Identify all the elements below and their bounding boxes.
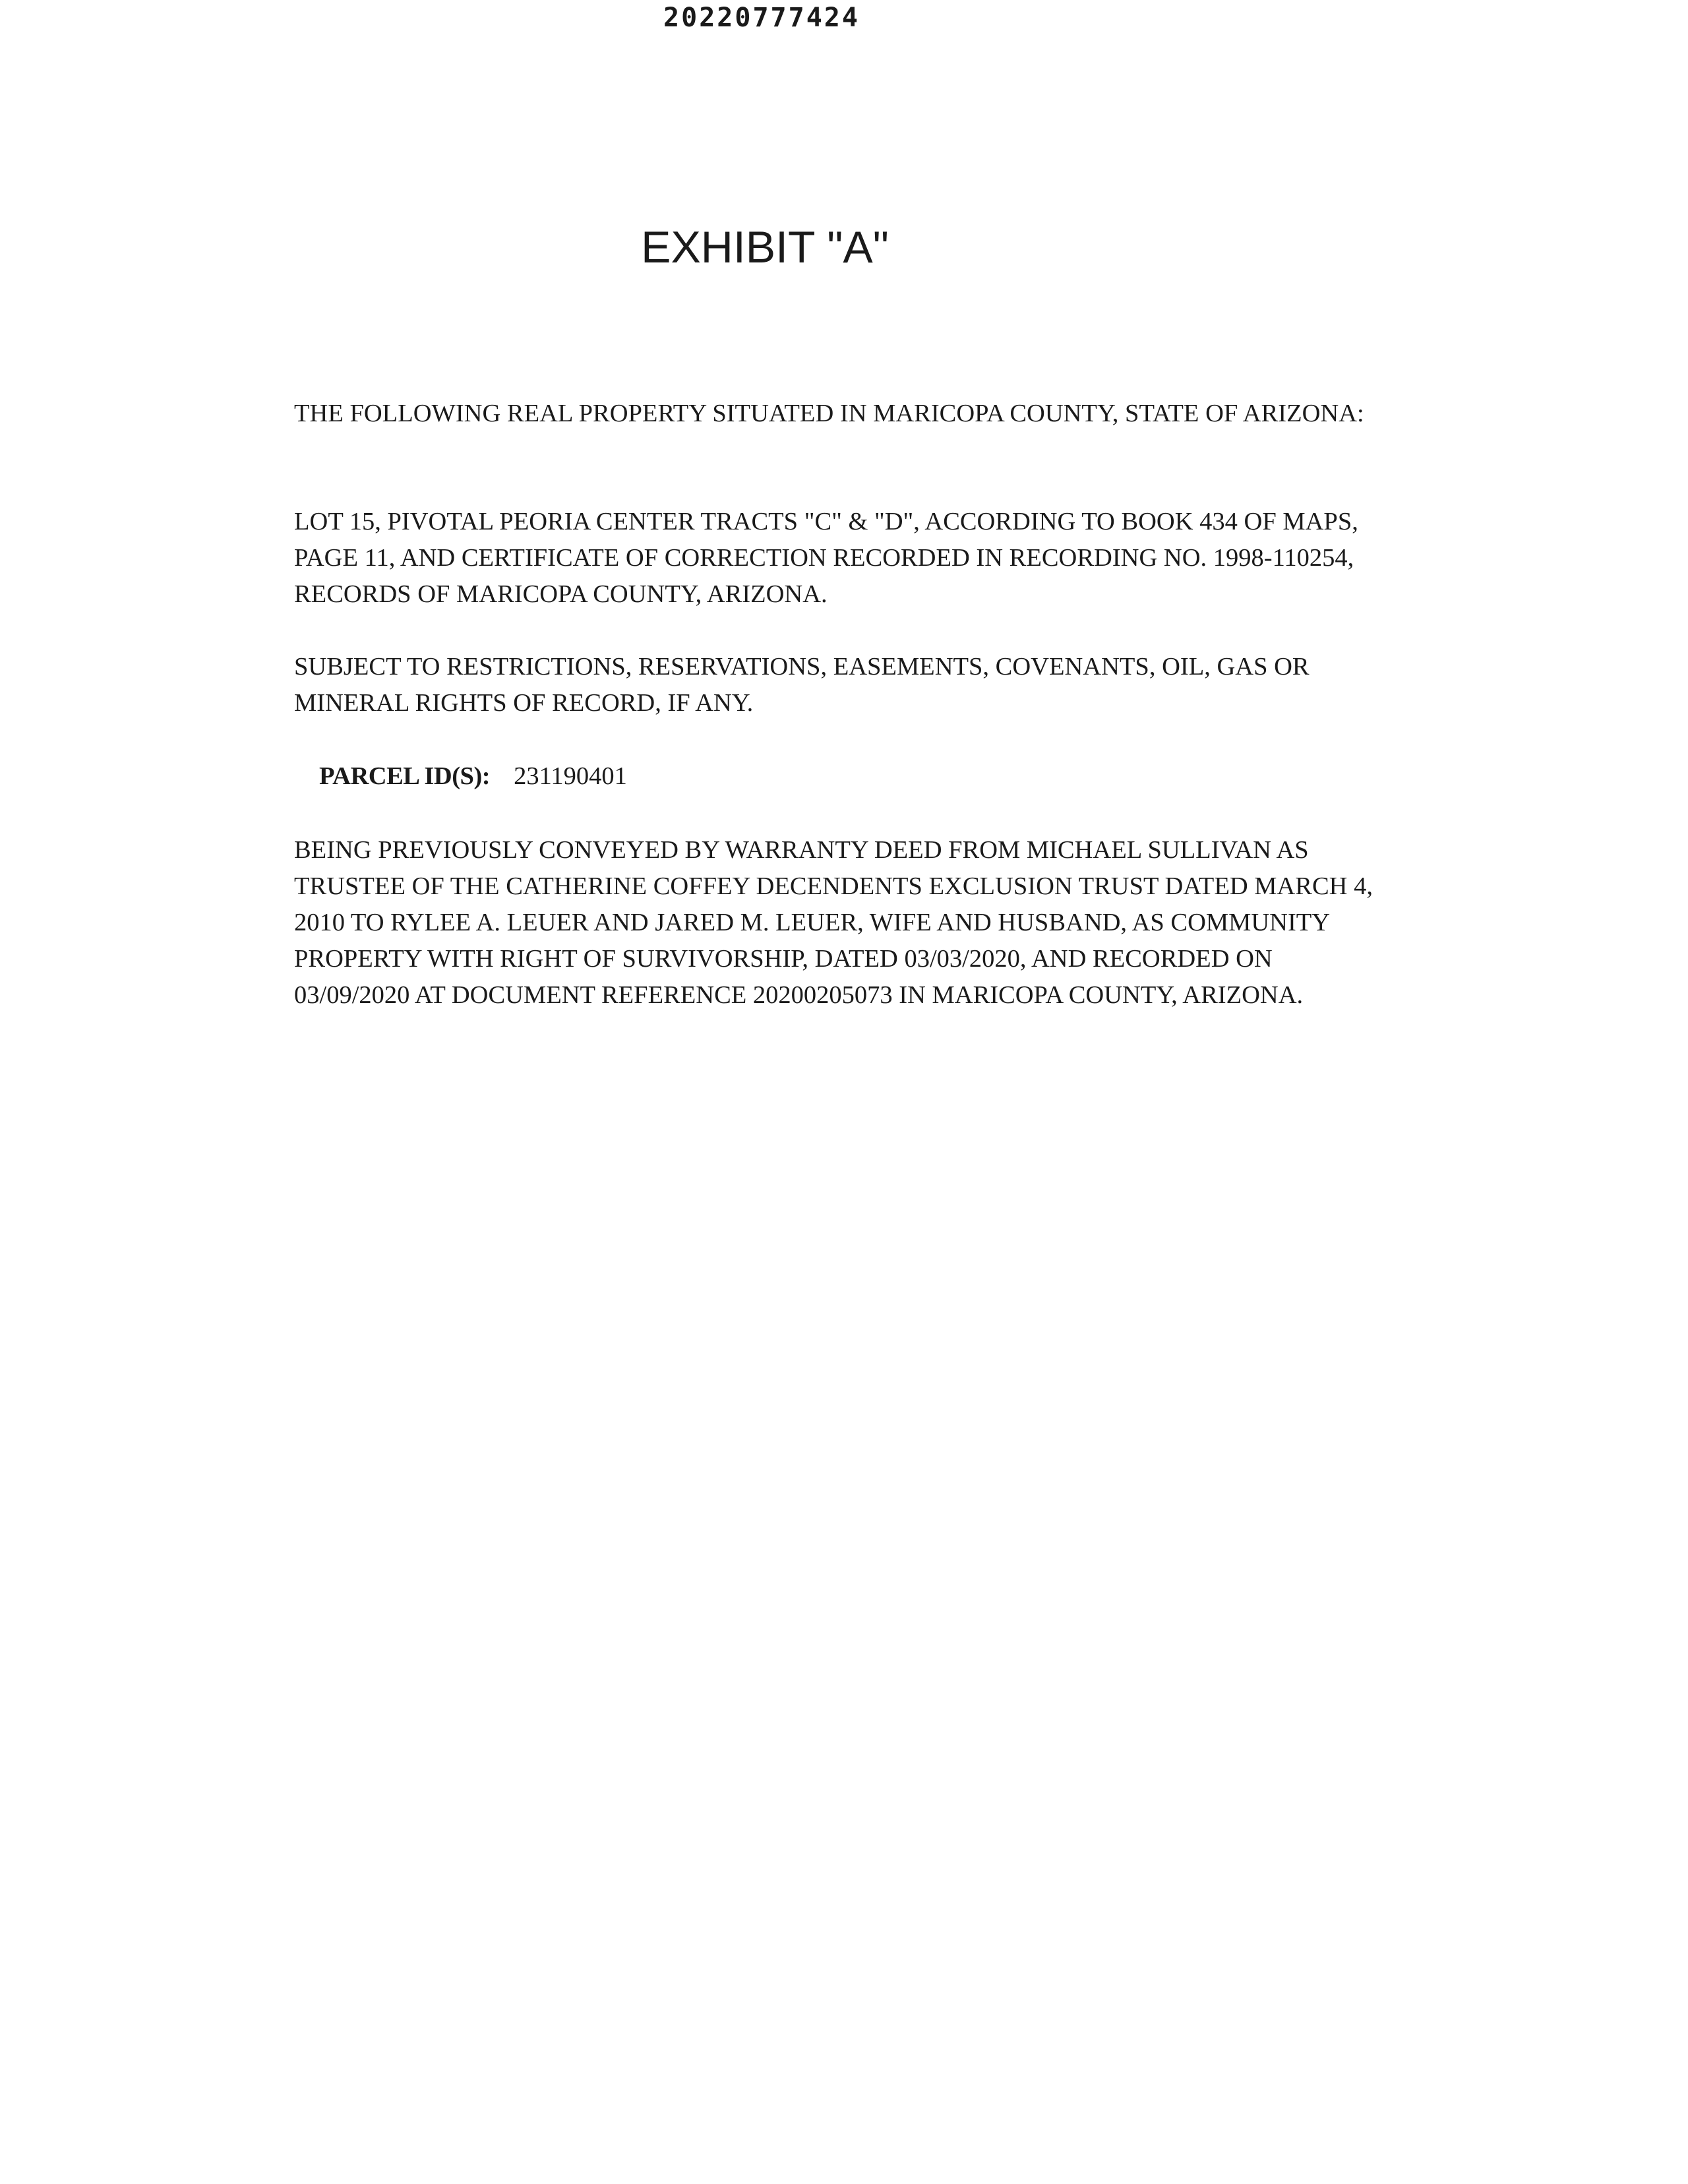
- situated-paragraph: THE FOLLOWING REAL PROPERTY SITUATED IN MARICOPA COUNTY, STATE OF ARIZONA:: [294, 400, 1364, 427]
- parcel-id-value: 231190401: [514, 762, 627, 790]
- lot-description-paragraph: LOT 15, PIVOTAL PEORIA CENTER TRACTS "C" & "D", ACCORDING TO BOOK 434 OF MAPS, PAGE 11, AND CERTIFICATE OF CORRECTION RECORDED IN RECORDING NO. 1998-110254, RECORDS OF MARICOPA COUNTY, ARIZONA.: [294, 508, 1358, 608]
- parcel-id-label: PARCEL ID(S):: [319, 762, 491, 790]
- subject-to-paragraph: SUBJECT TO RESTRICTIONS, RESERVATIONS, EASEMENTS, COVENANTS, OIL, GAS OR MINERAL RIGHTS OF RECORD, IF ANY.: [294, 653, 1310, 717]
- exhibit-title: EXHIBIT "A": [641, 222, 889, 272]
- prior-conveyance-paragraph: BEING PREVIOUSLY CONVEYED BY WARRANTY DEED FROM MICHAEL SULLIVAN AS TRUSTEE OF THE CATHERINE COFFEY DECENDENTS EXCLUSION TRUST DATED MARCH 4, 2010 TO RYLEE A. LEUER AND JARED M. LEUER, WIFE AND HUSBAND, AS COMMUNITY PROPERTY WITH RIGHT OF SURVIVORSHIP, DATED 03/03/2020, AND RECORDED ON 03/09/2020 AT DOCUMENT REFERENCE 20200205073 IN MARICOPA COUNTY, ARIZONA.: [294, 836, 1373, 1009]
- recording-number: 20220777424: [663, 3, 860, 33]
- parcel-id-row: [319, 758, 627, 795]
